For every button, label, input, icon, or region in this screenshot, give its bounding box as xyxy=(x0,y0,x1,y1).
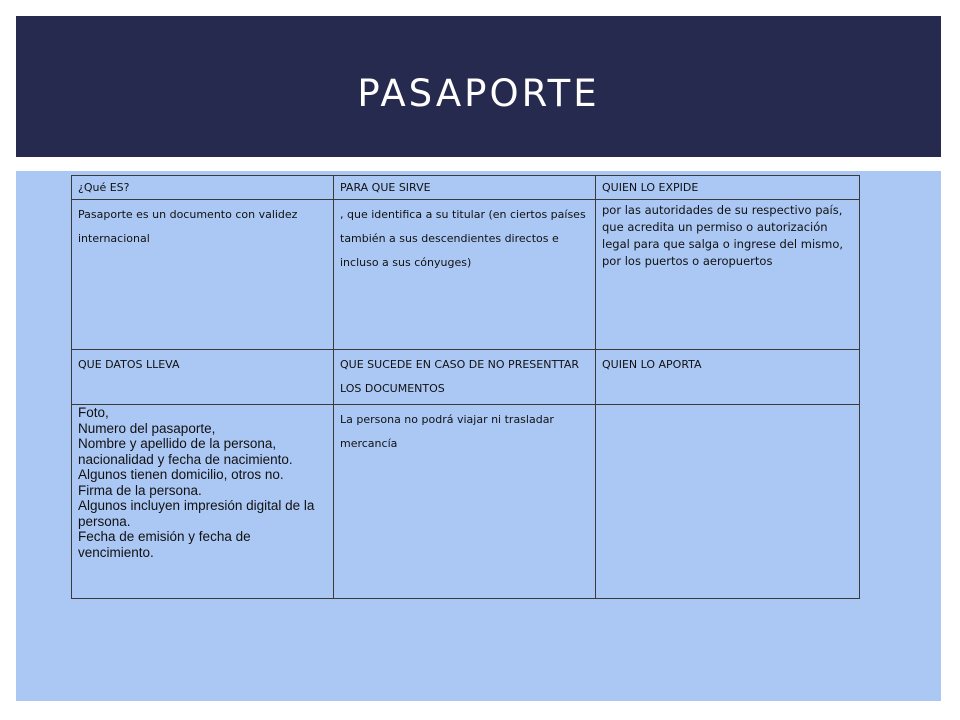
page-title: PASAPORTE xyxy=(357,72,600,115)
title-banner xyxy=(16,16,941,157)
list-item: Nombre y apellido de la persona, nacionalidad y fecha de nacimiento. xyxy=(78,436,293,467)
list-item: Numero del pasaporte, xyxy=(78,420,216,436)
list-item: Algunos tienen domicilio, otros no. xyxy=(78,467,284,482)
header-cell-consecuencia: QUE SUCEDE EN CASO DE NO PRESENTTAR LOS DOCUMENTOS xyxy=(334,350,596,405)
header-cell-datos: QUE DATOS LLEVA xyxy=(72,350,334,405)
header-cell-que-es: ¿Qué ES? xyxy=(72,176,334,200)
table-row xyxy=(72,200,860,350)
cell-datos-list xyxy=(72,405,334,599)
info-table xyxy=(71,175,860,599)
list-item: Firma de la persona. xyxy=(78,482,202,498)
cell-quien-aporta xyxy=(596,405,860,599)
table-row xyxy=(72,405,860,599)
cell-para-que-sirve: , que identifica a su titular (en ciertos países también a sus descendientes directos e incluso a sus cónyuges) xyxy=(334,200,596,350)
header-cell-para-que-sirve: PARA QUE SIRVE xyxy=(334,176,596,200)
table-header-row xyxy=(72,350,860,405)
table-header-row xyxy=(72,176,860,200)
list-item: Fecha de emisión y fecha de vencimiento. xyxy=(78,529,251,560)
header-cell-quien-lo-expide: QUIEN LO EXPIDE xyxy=(596,176,860,200)
list-item: Algunos incluyen impresión digital de la persona. xyxy=(78,498,315,529)
cell-consecuencia: La persona no podrá viajar ni trasladar mercancía xyxy=(334,405,596,599)
cell-que-es: Pasaporte es un documento con validez internacional xyxy=(72,200,334,350)
cell-quien-lo-expide: por las autoridades de su respectivo país, que acredita un permiso o autorización legal para que salga o ingrese del mismo, por los puertos o aeropuertos xyxy=(596,200,860,350)
list-item: Foto, xyxy=(78,405,109,420)
header-cell-quien-aporta: QUIEN LO APORTA xyxy=(596,350,860,405)
